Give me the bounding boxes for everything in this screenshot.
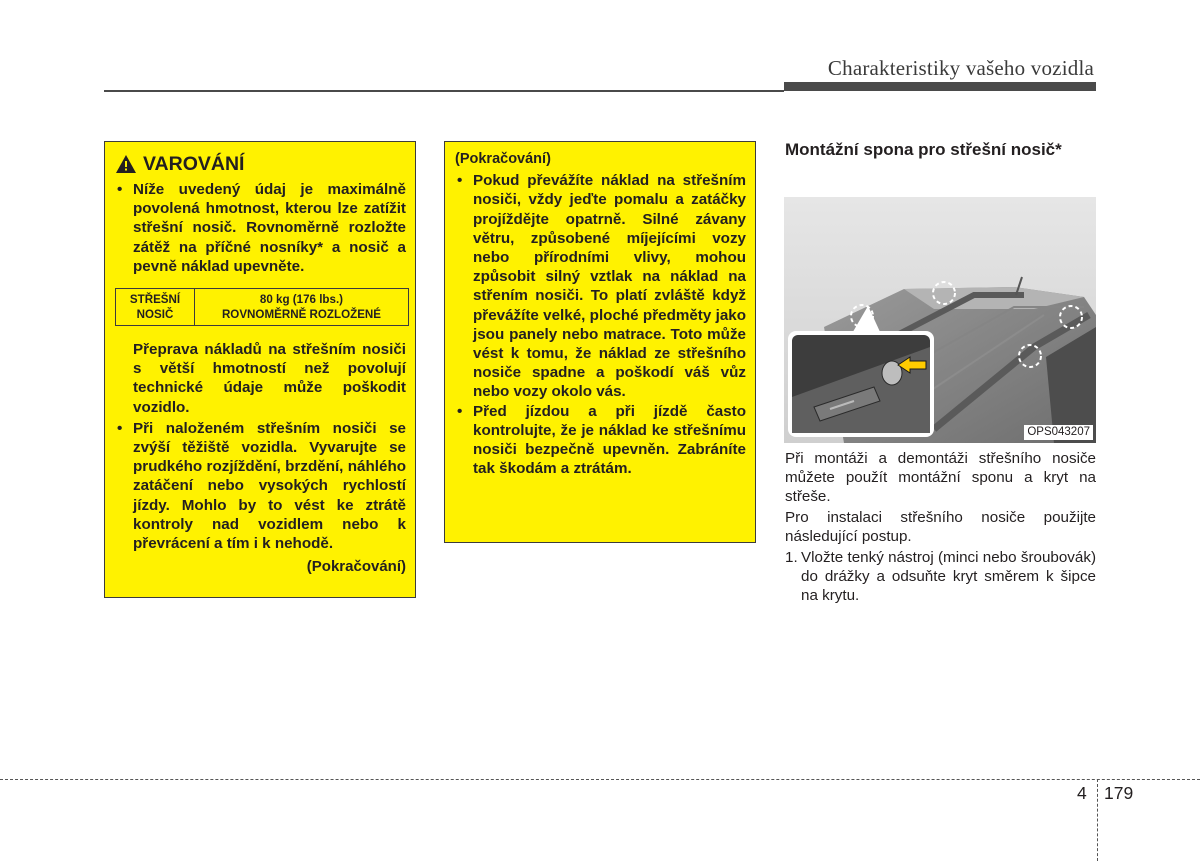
load-table-value (195, 289, 409, 326)
chapter-number: 4 (1077, 783, 1087, 803)
warning-heading (115, 152, 406, 176)
warning-box-continued (444, 141, 756, 543)
header-rule (104, 90, 784, 92)
warning-bullet: • Před jízdou a při jízdě často kontrolujte, že je náklad ke střešnímu nosiči bezpečně upevněn. Zabráníte tak škodám a ztrátám. (455, 402, 746, 479)
warning-bullet: • Při naloženém střešním nosiči se zvýší těžiště vozidla. Vyvarujte se prudkého rozjíždění, brzdění, náhlého zatáčení nebo vysokých rychlostí jízdy. Mohlo by to vést ke ztrátě kontroly nad vozidlem nebo k převrácení a tím i k nehodě. (115, 419, 406, 553)
warning-title: VAROVÁNÍ (143, 153, 245, 175)
figure-code: OPS043207 (1024, 425, 1093, 440)
continued-label: (Pokračování) (306, 558, 406, 576)
footer-vertical-divider (1097, 779, 1098, 861)
section-heading: Montážní spona pro střešní nosič* (785, 140, 1062, 159)
header-rule-accent (784, 82, 1096, 91)
page-header-title: Charakteristiky vašeho vozidla (827, 56, 1094, 80)
warning-box (104, 141, 416, 598)
load-label-line: STŘEŠNÍ (129, 293, 181, 307)
load-label-line: NOSIČ (136, 308, 174, 322)
warning-paragraph: Přeprava nákladů na střešním nosiči s větší hmotností než povolují technické údaje může poškodit vozidlo. (133, 341, 406, 416)
load-value-line: ROVNOMĚRNĚ ROZLOŽENÉ (221, 308, 382, 322)
body-paragraph: Při montáži a demontáži střešního nosiče můžete použít montážní sponu a kryt na střeše. (785, 450, 1096, 505)
procedure-step (785, 548, 1096, 605)
table-row (116, 289, 409, 326)
page-number: 179 (1104, 783, 1134, 803)
warning-bullet: • Pokud převážíte náklad na střešním nosiči, vždy jeďte pomalu a zatáčky projíždějte opatrně. Silné závany větru, způsobené míjejícími vozy nebo přírodními vlivy, mohou způsobit silný vztlak na náklad na střením nosiči. To platí zvláště když převážíte velké, ploché předměty jako jsou panely nebo matrace. Toto může vést k tomu, že náklad ze střešního nosiče spadne a poškodí váš vůz nebo vozy okolo vás. (455, 171, 746, 401)
footer-divider (0, 779, 1200, 780)
warning-triangle-icon (115, 154, 137, 174)
step-text: Vložte tenký nástroj (minci nebo šroubovák) do drážky a odsuňte kryt směrem k šipce na krytu. (801, 549, 1096, 604)
body-paragraph: Pro instalaci střešního nosiče použijte následující postup. (785, 509, 1096, 545)
step-number: 1. (785, 549, 798, 566)
load-table (115, 288, 409, 326)
load-value-line: 80 kg (176 lbs.) (259, 293, 344, 307)
car-roof-illustration (784, 197, 1096, 443)
load-table-label (116, 289, 195, 326)
continued-label: (Pokračování) (455, 151, 551, 167)
roof-rack-figure (784, 197, 1096, 443)
warning-bullet: • Níže uvedený údaj je maximálně povolená hmotnost, kterou lze zatížit střešní nosič. Rovnoměrně rozložte zátěž na příčné nosníky* a nosič a pevně náklad upevněte. (115, 180, 406, 276)
